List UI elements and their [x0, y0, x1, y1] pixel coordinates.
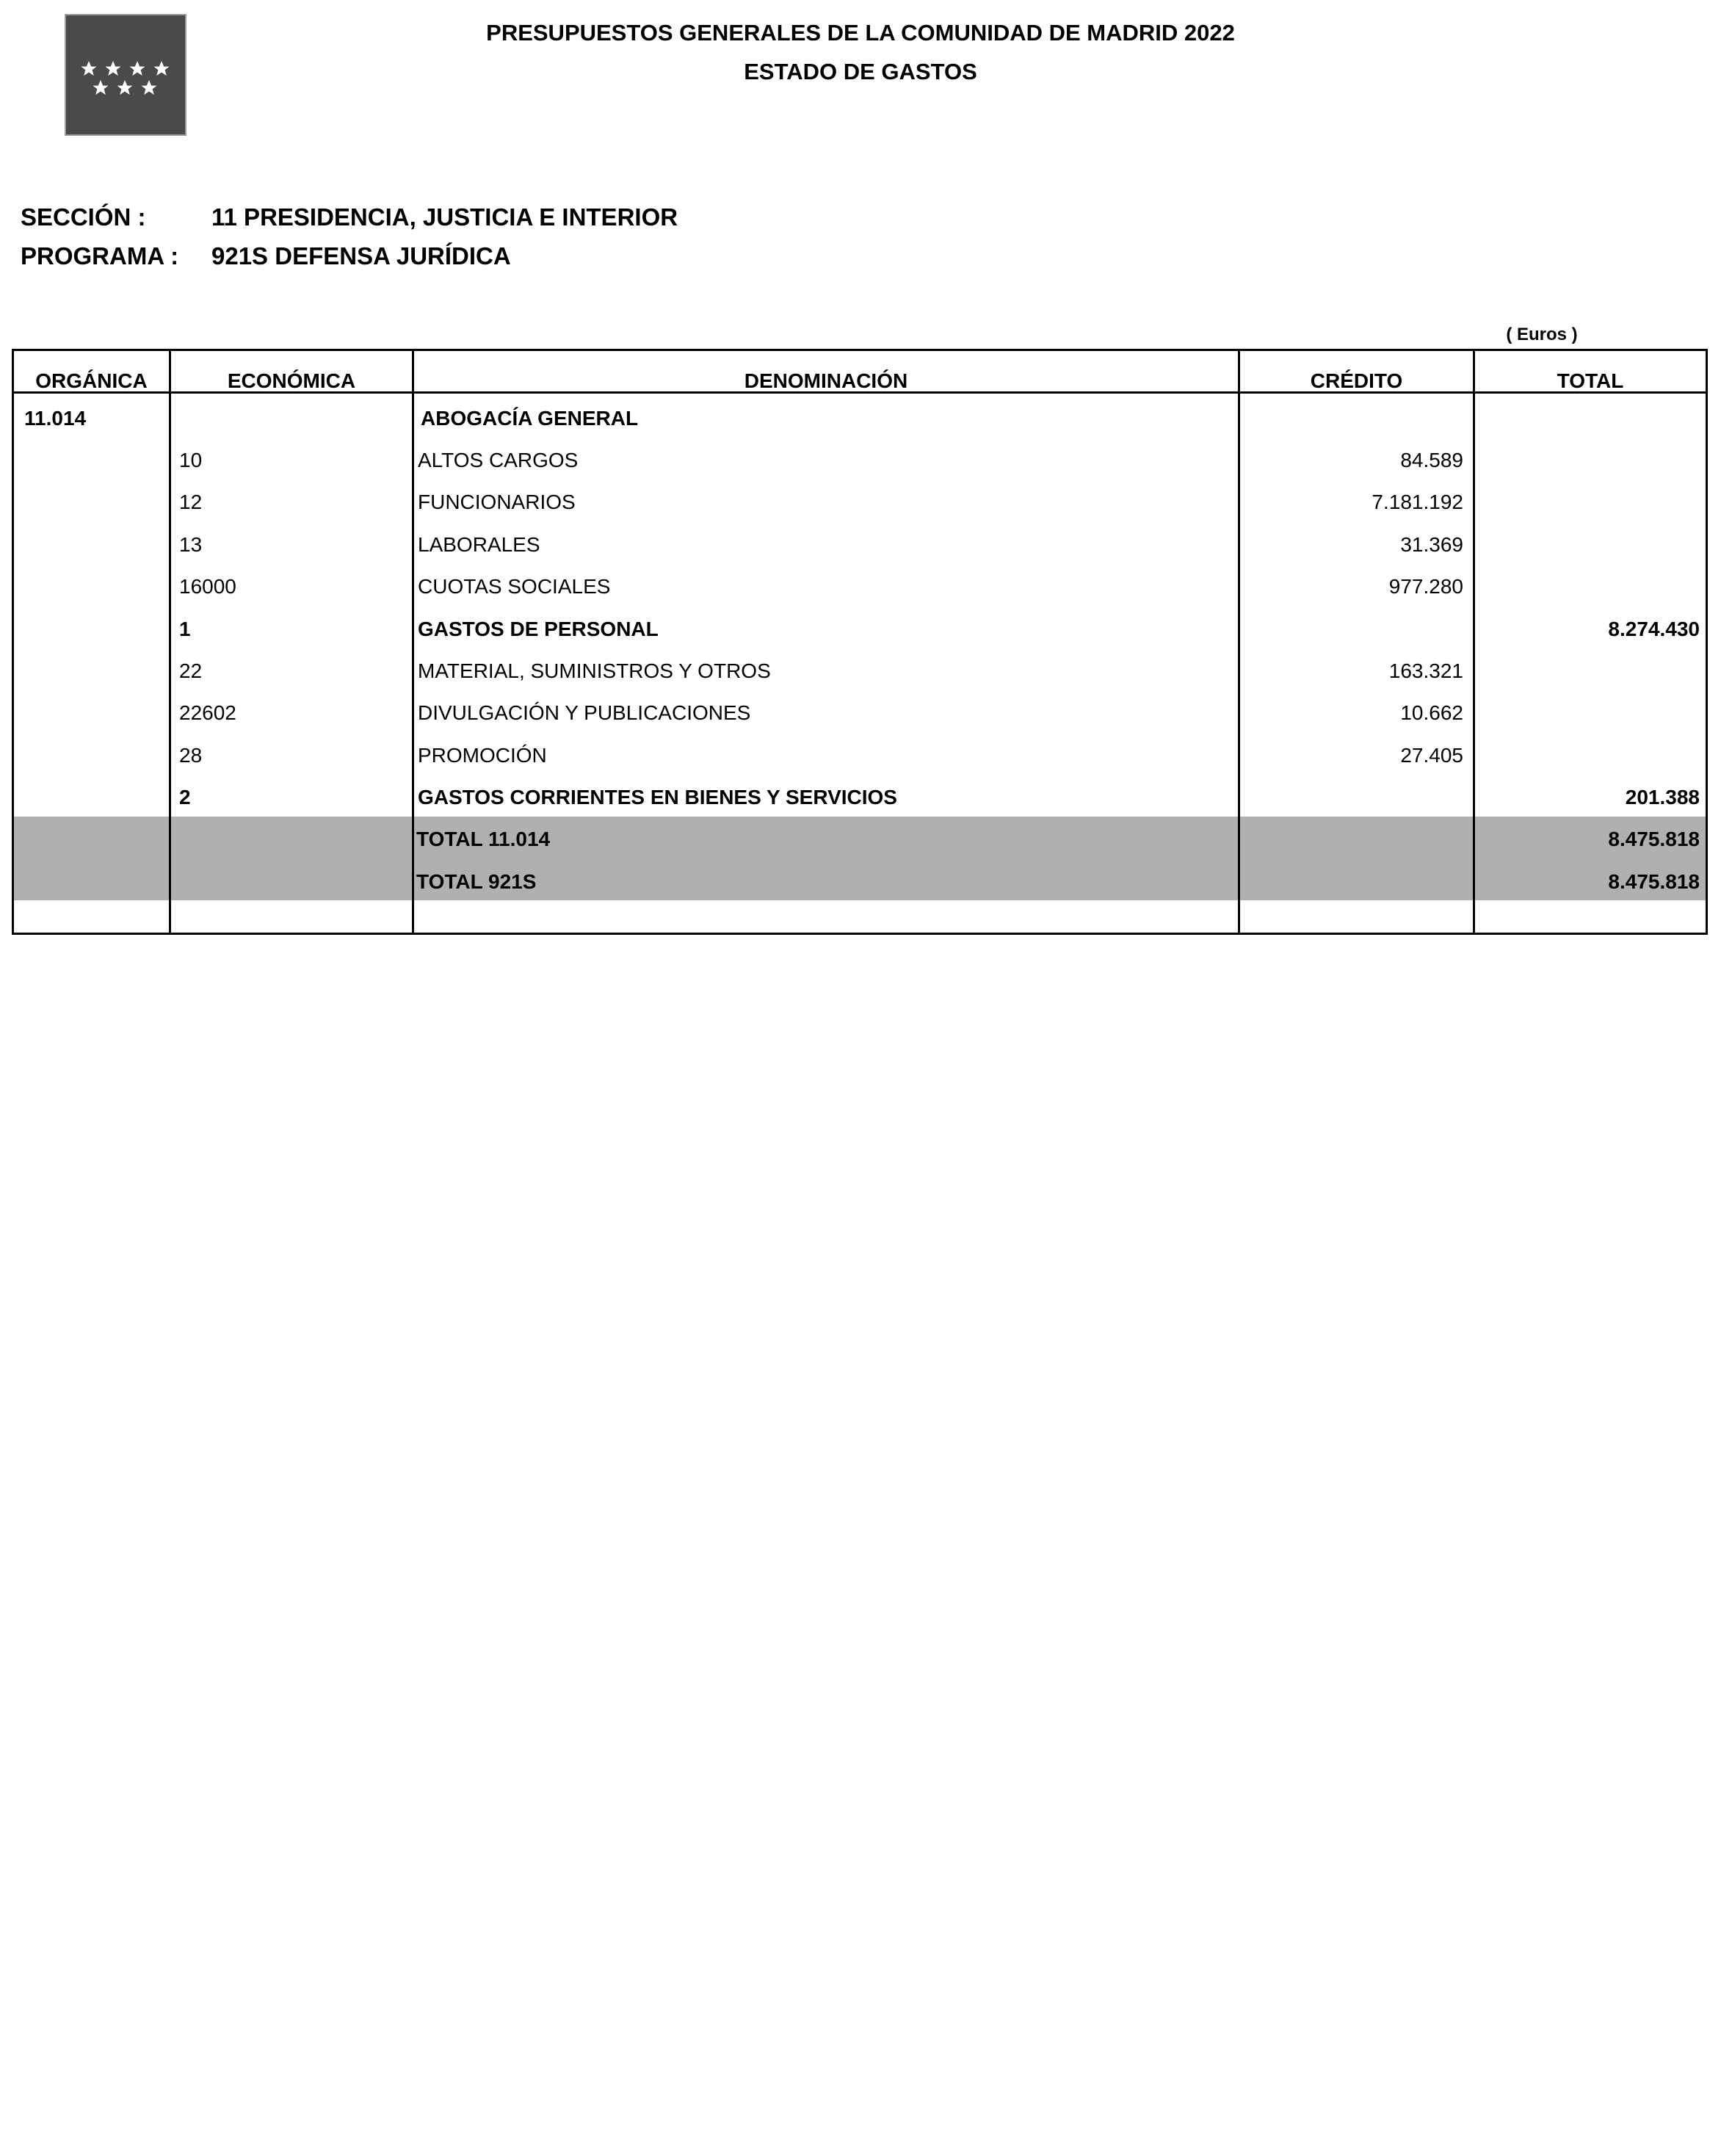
column-header-denominacion: DENOMINACIÓN — [744, 369, 908, 392]
document-title: PRESUPUESTOS GENERALES DE LA COMUNIDAD DE MADRID 2022 — [486, 20, 1235, 46]
credito-cell: 10.662 — [1400, 701, 1463, 724]
budget-table — [12, 349, 1708, 935]
denominacion-cell: ALTOS CARGOS — [418, 449, 579, 471]
denominacion-cell: ABOGACÍA GENERAL — [421, 407, 639, 430]
programa-value: 921S DEFENSA JURÍDICA — [211, 242, 511, 270]
total-label: TOTAL 921S — [416, 870, 537, 893]
totals-band — [14, 817, 1706, 900]
column-divider — [1238, 351, 1240, 933]
denominacion-cell: LABORALES — [418, 533, 540, 556]
programa-label: PROGRAMA : — [21, 242, 179, 270]
organica-cell: 11.014 — [24, 407, 87, 430]
economica-cell: 28 — [179, 744, 203, 767]
document-subtitle: ESTADO DE GASTOS — [744, 59, 977, 84]
economica-cell: 16000 — [179, 575, 236, 598]
denominacion-cell: MATERIAL, SUMINISTROS Y OTROS — [418, 659, 771, 682]
column-header-economica: ECONÓMICA — [227, 369, 356, 392]
column-header-organica: ORGÁNICA — [35, 369, 148, 392]
total-value: 8.475.818 — [1608, 870, 1700, 893]
column-divider — [1473, 351, 1475, 933]
column-divider — [169, 351, 171, 933]
credito-cell: 163.321 — [1388, 659, 1463, 682]
denominacion-cell: CUOTAS SOCIALES — [418, 575, 611, 598]
credito-cell: 977.280 — [1388, 575, 1463, 598]
total-cell: 201.388 — [1625, 786, 1700, 808]
credito-cell: 31.369 — [1400, 533, 1463, 556]
denominacion-cell: GASTOS CORRIENTES EN BIENES Y SERVICIOS — [418, 786, 897, 808]
seccion-label: SECCIÓN : — [21, 203, 146, 231]
denominacion-cell: PROMOCIÓN — [418, 744, 547, 767]
column-header-total: TOTAL — [1557, 369, 1624, 392]
credito-cell: 84.589 — [1400, 449, 1463, 471]
economica-cell: 12 — [179, 491, 203, 513]
column-header-credito: CRÉDITO — [1310, 369, 1403, 392]
economica-cell: 1 — [179, 618, 191, 640]
credito-cell: 7.181.192 — [1372, 491, 1463, 513]
economica-cell: 10 — [179, 449, 203, 471]
economica-cell: 22602 — [179, 701, 236, 724]
denominacion-cell: GASTOS DE PERSONAL — [418, 618, 659, 640]
credito-cell: 27.405 — [1400, 744, 1463, 767]
seccion-value: 11 PRESIDENCIA, JUSTICIA E INTERIOR — [211, 203, 678, 231]
units-label: ( Euros ) — [1506, 325, 1578, 344]
total-cell: 8.274.430 — [1608, 618, 1700, 640]
total-label: TOTAL 11.014 — [416, 828, 551, 850]
column-divider — [412, 351, 414, 933]
economica-cell: 2 — [179, 786, 191, 808]
economica-cell: 13 — [179, 533, 203, 556]
denominacion-cell: DIVULGACIÓN Y PUBLICACIONES — [418, 701, 751, 724]
total-value: 8.475.818 — [1608, 828, 1700, 850]
denominacion-cell: FUNCIONARIOS — [418, 491, 576, 513]
economica-cell: 22 — [179, 659, 203, 682]
